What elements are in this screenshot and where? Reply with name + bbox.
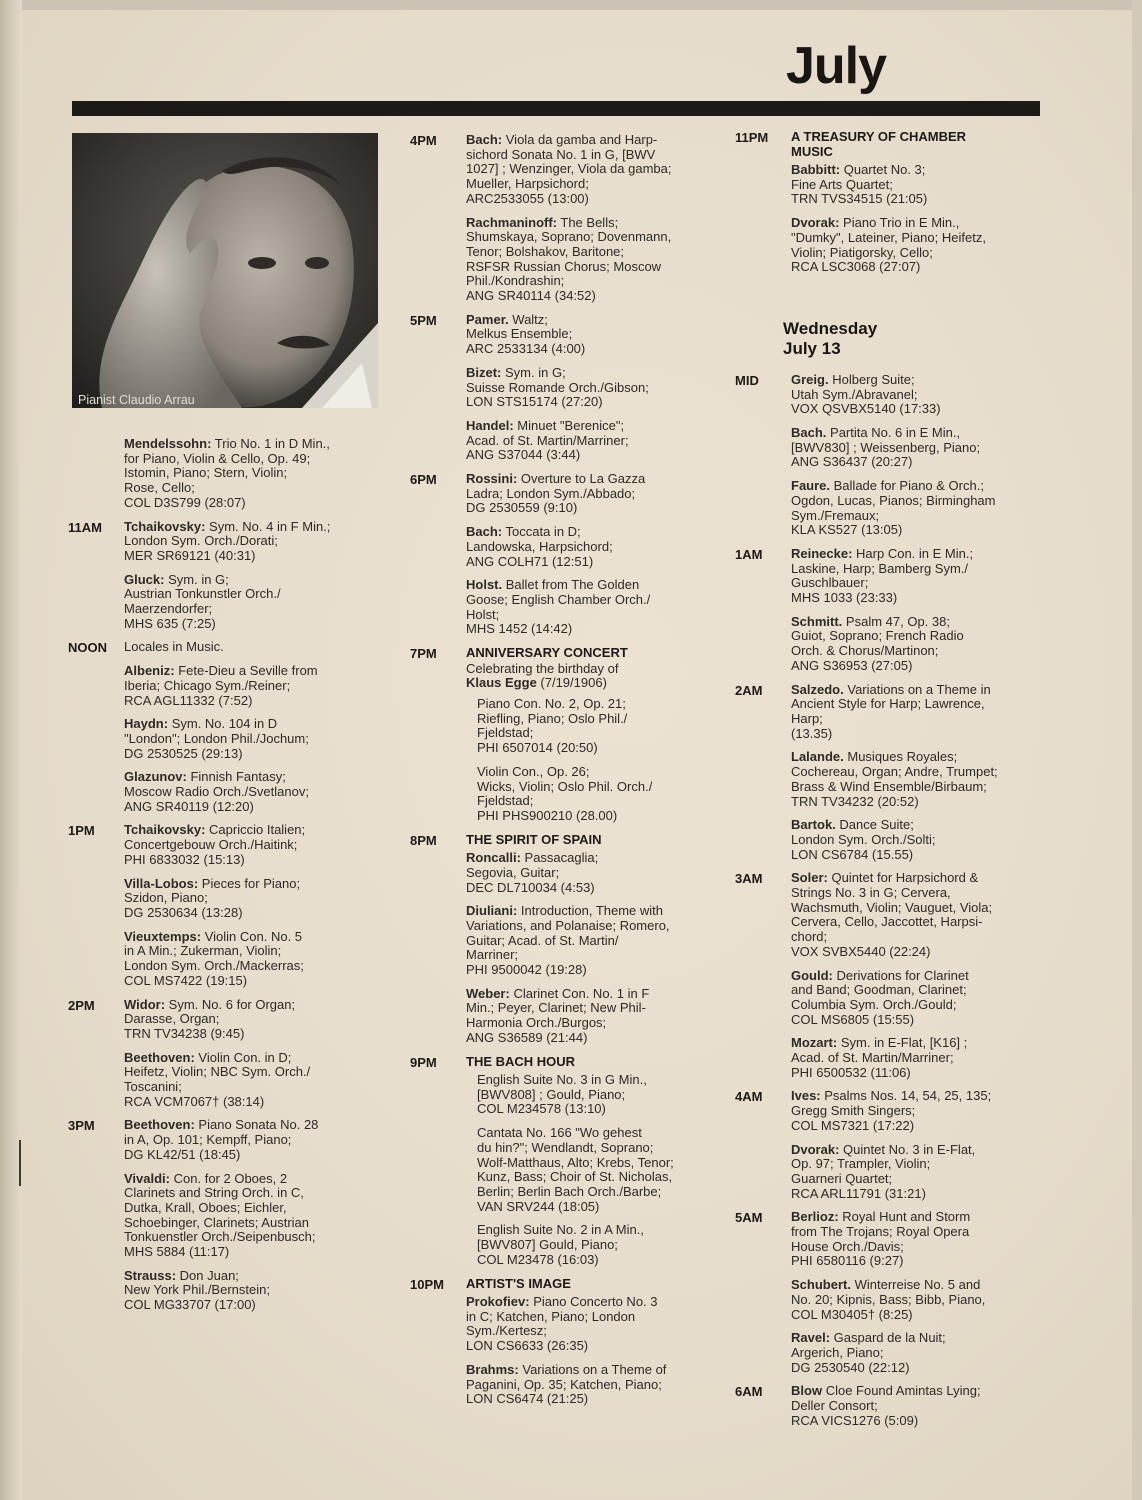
schedule-wednesday bbox=[735, 373, 1030, 1429]
portrait-image bbox=[72, 133, 378, 408]
listing-entry bbox=[466, 1073, 690, 1117]
listing-entry bbox=[466, 851, 690, 895]
listing-text: Finnish Fantasy; Moscow Radio Orch./Svetlanov; ANG SR40119 (12:20) bbox=[124, 769, 309, 814]
program-note bbox=[466, 662, 690, 691]
listing-text: Ballet from The Golden Goose; English Chamber Orch./ Holst; MHS 1452 (14:42) bbox=[466, 577, 651, 637]
time-slot bbox=[735, 373, 1030, 538]
composer-name: Soler: bbox=[791, 870, 828, 886]
composer-name: Rossini: bbox=[466, 471, 518, 487]
listing-text: Partita No. 6 in E Min., [BWV830] ; Weissenberg, Piano; ANG S36437 (20:27) bbox=[791, 425, 981, 470]
listing-text: Don Juan; New York Phil./Bernstein; COL MG33707 (17:00) bbox=[124, 1267, 270, 1313]
time-label: 7PM bbox=[410, 646, 437, 662]
composer-name: Brahms: bbox=[466, 1361, 519, 1377]
listing-text: Sym. in E-Flat, [K16] ; Acad. of St. Martin/Marriner; PHI 6500532 (11:06) bbox=[791, 1035, 968, 1080]
day-weekday: Wednesday bbox=[783, 318, 878, 338]
listing-entry bbox=[791, 216, 1030, 275]
listing-text: English Suite No. 2 in A Min., [BWV807] Gould, Piano; COL M23478 (16:03) bbox=[477, 1222, 644, 1267]
listing-text: Fete-Dieu a Seville from Iberia; Chicago Sym./Reiner; RCA AGL11332 (7:52) bbox=[124, 663, 318, 708]
listing-text: Harp Con. in E Min.; Laskine, Harp; Bamberg Sym./ Guschlbauer; MHS 1033 (23:33) bbox=[791, 545, 974, 606]
listing-text: Quintet No. 3 in E-Flat, Op. 97; Trampler, Violin; Guarneri Quartet; RCA ARL11791 (31:21) bbox=[791, 1141, 976, 1201]
listing-entry bbox=[124, 1172, 368, 1260]
listing-entry bbox=[791, 969, 1030, 1028]
time-label: 9PM bbox=[410, 1054, 437, 1070]
time-label: 11AM bbox=[68, 519, 102, 535]
composer-name: Lalande. bbox=[791, 749, 844, 765]
listing-text: Violin Con., Op. 26; Wicks, Violin; Oslo Phil. Orch./ Fjeldstad; PHI PHS900210 (28.00) bbox=[477, 763, 653, 823]
listing-entry bbox=[466, 987, 690, 1046]
listing-entry bbox=[466, 525, 690, 569]
composer-name: Widor: bbox=[124, 996, 166, 1012]
time-slot bbox=[735, 683, 1030, 863]
listing-entry bbox=[124, 930, 368, 989]
listing-entry bbox=[466, 765, 690, 824]
listing-entry bbox=[791, 1210, 1030, 1269]
program-note-date: (7/19/1906) bbox=[536, 675, 607, 691]
listing-entry bbox=[466, 904, 690, 978]
listing-text: Toccata in D; Landowska, Harpsichord; ANG COLH71 (12:51) bbox=[466, 524, 613, 569]
composer-name: Weber: bbox=[466, 985, 510, 1001]
listing-entry bbox=[124, 573, 368, 632]
composer-name: Blow bbox=[791, 1383, 823, 1399]
page-top-edge bbox=[0, 0, 1142, 10]
listing-entry bbox=[791, 479, 1030, 538]
listing-text: Holberg Suite; Utah Sym./Abravanel; VOX QSVBX5140 (17:33) bbox=[791, 371, 941, 417]
program-title: THE SPIRIT OF SPAIN bbox=[466, 831, 602, 847]
composer-name: Vieuxtemps: bbox=[124, 928, 202, 944]
time-label: 10PM bbox=[410, 1276, 444, 1292]
listing-text: Musiques Royales; Cochereau, Organ; Andre, Trumpet; Brass & Wind Ensemble/Birbaum; TRN TV34232 (20:52) bbox=[791, 749, 998, 809]
listing-text: Quartet No. 3; Fine Arts Quartet; TRN TVS34515 (21:05) bbox=[791, 162, 928, 207]
day-date: July 13 bbox=[783, 338, 841, 358]
composer-name: Bach: bbox=[466, 524, 503, 540]
time-slot bbox=[735, 130, 1030, 275]
listing-entry bbox=[466, 366, 690, 410]
composer-name: Schmitt. bbox=[791, 613, 843, 629]
listing-text: Violin Con. in D; Heifetz, Violin; NBC Sym. Orch./ Toscanini; RCA VCM7067† (38:14) bbox=[124, 1049, 311, 1109]
day-heading bbox=[783, 319, 1030, 359]
time-label: MID bbox=[735, 372, 759, 388]
time-label: NOON bbox=[68, 640, 107, 656]
composer-name: Tchaikovsky: bbox=[124, 822, 206, 838]
listing-entry bbox=[791, 1331, 1030, 1375]
listing-text: Introduction, Theme with Variations, and Polanaise; Romero, Guitar; Acad. of St. Martin/ Marriner; PHI 9500042 (19:28) bbox=[466, 903, 670, 978]
listing-entry bbox=[466, 697, 690, 756]
listing-text: Capriccio Italien; Concertgebouw Orch./Haitink; PHI 6833032 (15:13) bbox=[124, 822, 306, 867]
composer-name: Haydn: bbox=[124, 716, 169, 732]
listing-text: Sym. in G; Suisse Romande Orch./Gibson; LON STS15174 (27:20) bbox=[466, 364, 649, 410]
composer-name: Gould: bbox=[791, 967, 833, 983]
listing-text: Clarinet Con. No. 1 in F Min.; Peyer, Clarinet; New Phil- Harmonia Orch./Burgos; ANG S36589 (21:44) bbox=[466, 985, 650, 1045]
composer-name: Ives: bbox=[791, 1088, 821, 1104]
listing-entry bbox=[124, 640, 368, 655]
schedule-tuesday-late bbox=[735, 130, 1030, 275]
listing-text: Sym. No. 6 for Organ; Darasse, Organ; TRN TV34238 (9:45) bbox=[124, 996, 296, 1041]
time-label: 6PM bbox=[410, 472, 437, 488]
program-title: ARTIST'S IMAGE bbox=[466, 1275, 571, 1291]
listing-entry bbox=[124, 1051, 368, 1110]
listing-text: Derivations for Clarinet and Band; Goodman, Clarinet; Columbia Sym. Orch./Gould; COL MS6805 (15:55) bbox=[791, 967, 969, 1027]
composer-name: Dvorak: bbox=[791, 215, 840, 231]
time-label: 8PM bbox=[410, 832, 437, 848]
listing-entry bbox=[791, 871, 1030, 959]
listing-entry bbox=[791, 615, 1030, 674]
listing-entry bbox=[791, 683, 1030, 742]
composer-name: Glazunov: bbox=[124, 769, 187, 785]
listing-text: Waltz; Melkus Ensemble; ARC 2533134 (4:00) bbox=[466, 311, 586, 357]
composer-name: Faure. bbox=[791, 478, 831, 494]
composer-name: Vivaldi: bbox=[124, 1170, 171, 1186]
listing-text: Piano Sonata No. 28 in A, Op. 101; Kempff, Piano; DG KL42/51 (18:45) bbox=[124, 1117, 319, 1162]
composer-name: Bach: bbox=[466, 132, 503, 147]
composer-name: Schubert. bbox=[791, 1277, 851, 1293]
composer-name: Gluck: bbox=[124, 571, 165, 587]
composer-name: Ravel: bbox=[791, 1330, 831, 1346]
composer-name: Strauss: bbox=[124, 1267, 177, 1283]
time-slot bbox=[410, 133, 690, 304]
program-title: THE BACH HOUR bbox=[466, 1053, 576, 1069]
time-label: 4PM bbox=[410, 133, 437, 148]
listing-text: Cloe Found Amintas Lying; Deller Consort; RCA VICS1276 (5:09) bbox=[791, 1383, 981, 1428]
listing-text: Trio No. 1 in D Min., for Piano, Violin & Cello, Op. 49; Istomin, Piano; Stern, Violin; Rose, Cello; COL D3S799 (28:07) bbox=[124, 436, 330, 510]
time-label: 5AM bbox=[735, 1210, 763, 1226]
listing-entry bbox=[124, 998, 368, 1042]
listing-text: Locales in Music. bbox=[124, 639, 224, 655]
composer-name: Diuliani: bbox=[466, 903, 518, 919]
listing-entry bbox=[791, 163, 1030, 207]
listing-entry bbox=[124, 437, 368, 511]
listing-text: Piano Concerto No. 3 in C; Katchen, Piano; London Sym./Kertesz; LON CS6633 (26:35) bbox=[466, 1294, 658, 1354]
listing-entry bbox=[466, 313, 690, 357]
listing-text: Piano Trio in E Min., "Dumky", Lateiner, Piano; Heifetz, Violin; Piatigorsky, Cello; RCA LSC3068 (27:07) bbox=[791, 215, 986, 275]
time-label: 11PM bbox=[735, 130, 769, 145]
time-slot bbox=[735, 871, 1030, 1080]
listing-text: Psalms Nos. 14, 54, 25, 135; Gregg Smith Singers; COL MS7321 (17:22) bbox=[791, 1088, 992, 1133]
listing-text: English Suite No. 3 in G Min., [BWV808] ; Gould, Piano; COL M234578 (13:10) bbox=[477, 1072, 647, 1117]
listing-entry bbox=[791, 1384, 1030, 1428]
listing-entry bbox=[124, 770, 368, 814]
listing-entry bbox=[124, 520, 368, 564]
time-slot bbox=[68, 640, 368, 814]
listing-text: Sym. in G; Austrian Tonkunstler Orch./ Maerzendorfer; MHS 635 (7:25) bbox=[124, 571, 281, 631]
listing-entry bbox=[124, 664, 368, 708]
composer-name: Bartok. bbox=[791, 817, 836, 833]
listing-entry bbox=[791, 1036, 1030, 1080]
listing-entry bbox=[791, 373, 1030, 417]
listing-entry bbox=[791, 1089, 1030, 1133]
time-slot bbox=[735, 1089, 1030, 1201]
program-note-text: Celebrating the birthday of bbox=[466, 660, 619, 676]
composer-name: Beethoven: bbox=[124, 1117, 195, 1133]
listing-entry bbox=[466, 216, 690, 304]
time-slot bbox=[410, 1277, 690, 1407]
listing-entry bbox=[466, 1126, 690, 1214]
binding-mark bbox=[19, 1140, 21, 1186]
composer-name: Dvorak: bbox=[791, 1141, 840, 1157]
time-label: 2AM bbox=[735, 682, 763, 698]
listing-entry bbox=[124, 1269, 368, 1313]
time-slot bbox=[410, 313, 690, 463]
listing-entry bbox=[791, 426, 1030, 470]
program-title: A TREASURY OF CHAMBER MUSIC bbox=[791, 129, 967, 159]
photo-caption: Pianist Claudio Arrau bbox=[78, 393, 195, 407]
time-slot bbox=[735, 547, 1030, 674]
composer-name: Greig. bbox=[791, 371, 829, 387]
listing-text: The Bells; Shumskaya, Soprano; Dovenmann, Tenor; Bolshakov, Baritone; RSFSR Russian Chorus; Moscow Phil./Kondrashin; ANG SR40114 (34:52) bbox=[466, 214, 672, 304]
listing-text: Variations on a Theme of Paganini, Op. 35; Katchen, Piano; LON CS6474 (21:25) bbox=[466, 1361, 667, 1407]
composer-name: Bizet: bbox=[466, 364, 502, 380]
listing-text: Overture to La Gazza Ladra; London Sym./Abbado; DG 2530559 (9:10) bbox=[466, 471, 646, 516]
listing-entry bbox=[466, 133, 690, 207]
time-slot bbox=[735, 1210, 1030, 1375]
time-slot bbox=[410, 646, 690, 824]
composer-name: Tchaikovsky: bbox=[124, 518, 206, 534]
composer-name: Salzedo. bbox=[791, 681, 844, 697]
listing-text: Passacaglia; Segovia, Guitar; DEC DL710034 (4:53) bbox=[466, 850, 599, 895]
time-slot bbox=[68, 823, 368, 988]
listing-text: Ballade for Piano & Orch.; Ogdon, Lucas, Pianos; Birmingham Sym./Fremaux; KLA KS527 (13:05) bbox=[791, 478, 996, 538]
time-label: 2PM bbox=[68, 997, 95, 1013]
listing-entry bbox=[124, 823, 368, 867]
time-slot bbox=[410, 833, 690, 1046]
listing-text: Cantata No. 166 "Wo gehest du hin?"; Wendlandt, Soprano; Wolf-Matthaus, Alto; Krebs, Tenor; Kunz, Bass; Choir of St. Nicholas, Berlin; Berlin Bach Orch./Barbe; VAN SRV244 (18:05) bbox=[477, 1125, 674, 1214]
composer-name: Babbitt: bbox=[791, 162, 841, 177]
listing-entry bbox=[791, 1143, 1030, 1202]
time-label: 3AM bbox=[735, 871, 763, 887]
listing-entry bbox=[791, 818, 1030, 862]
time-label: 1AM bbox=[735, 546, 763, 562]
composer-name: Holst. bbox=[466, 577, 503, 593]
listing-entry bbox=[791, 750, 1030, 809]
listing-text: Violin Con. No. 5 in A Min.; Zukerman, Violin; London Sym. Orch./Mackerras; COL MS7422 (19:15) bbox=[124, 928, 304, 988]
listing-entry bbox=[124, 1118, 368, 1162]
listing-text: Gaspard de la Nuit; Argerich, Piano; DG 2530540 (22:12) bbox=[791, 1330, 946, 1375]
time-label: 6AM bbox=[735, 1384, 763, 1400]
composer-name: Mozart: bbox=[791, 1035, 838, 1051]
listing-text: Quintet for Harpsichord & Strings No. 3 in G; Cervera, Wachsmuth, Violin; Vauguet, Viola; Cervera, Cello, Jaccottet, Harpsi- chord; VOX SVBX5440 (22:24) bbox=[791, 870, 993, 959]
time-label: 1PM bbox=[68, 823, 95, 839]
composer-name: Reinecke: bbox=[791, 545, 853, 561]
listing-text: Pieces for Piano; Szidon, Piano; DG 2530634 (13:28) bbox=[124, 875, 301, 920]
schedule-column-1 bbox=[68, 437, 368, 1322]
listing-text: Sym. No. 4 in F Min.; London Sym. Orch./Dorati; MER SR69121 (40:31) bbox=[124, 518, 331, 563]
listing-text: Viola da gamba and Harp- sichord Sonata No. 1 in G, [BWV 1027] ; Wenzinger, Viola da gamba; Mueller, Harpsichord; ARC2533055 (13:00) bbox=[466, 132, 672, 206]
listing-entry bbox=[124, 877, 368, 921]
program-note-composer: Klaus Egge bbox=[466, 675, 537, 691]
composer-name: Pamer. bbox=[466, 311, 509, 327]
artist-photo bbox=[72, 133, 378, 408]
composer-name: Rachmaninoff: bbox=[466, 214, 557, 230]
month-heading: July bbox=[786, 37, 887, 95]
listing-text: Con. for 2 Oboes, 2 Clarinets and String Orch. in C, Dutka, Krall, Oboes; Eichler, Schoebinger, Clarinets; Austrian Tonkuenstler Orch./Seipenbusch; MHS 5884 (11:17) bbox=[124, 1170, 316, 1260]
time-slot bbox=[735, 1384, 1030, 1428]
time-slot bbox=[410, 472, 690, 637]
time-slot bbox=[68, 1118, 368, 1312]
listing-text: Winterreise No. 5 and No. 20; Kipnis, Bass; Bibb, Piano, COL M30405† (8:25) bbox=[791, 1277, 986, 1322]
listing-text: Sym. No. 104 in D "London"; London Phil./Jochum; DG 2530525 (29:13) bbox=[124, 716, 309, 761]
listing-entry bbox=[791, 547, 1030, 606]
header-rule bbox=[72, 101, 1040, 116]
listing-text: Piano Con. No. 2, Op. 21; Riefling, Piano; Oslo Phil./ Fjeldstad; PHI 6507014 (20:50) bbox=[477, 696, 628, 756]
time-label: 5PM bbox=[410, 312, 437, 328]
listing-entry bbox=[466, 1295, 690, 1354]
schedule-column-3 bbox=[735, 130, 1030, 1438]
listing-entry bbox=[466, 472, 690, 516]
schedule-column-2 bbox=[410, 133, 690, 1416]
listing-entry bbox=[466, 1363, 690, 1407]
composer-name: Roncalli: bbox=[466, 850, 521, 866]
listing-entry bbox=[466, 1223, 690, 1267]
listing-text: Psalm 47, Op. 38; Guiot, Soprano; French Radio Orch. & Chorus/Martinon; ANG S36953 (27:05) bbox=[791, 613, 964, 673]
composer-name: Villa-Lobos: bbox=[124, 875, 199, 891]
composer-name: Mendelssohn: bbox=[124, 436, 212, 451]
time-label: 3PM bbox=[68, 1118, 95, 1134]
composer-name: Albeniz: bbox=[124, 663, 175, 679]
time-slot bbox=[410, 1055, 690, 1268]
time-slot bbox=[68, 437, 368, 511]
page-binding-edge bbox=[0, 0, 22, 1500]
listing-entry bbox=[466, 578, 690, 637]
listing-text: Variations on a Theme in Ancient Style for Harp; Lawrence, Harp; (13.35) bbox=[791, 681, 991, 741]
time-label: 4AM bbox=[735, 1089, 763, 1105]
listing-entry bbox=[791, 1278, 1030, 1322]
composer-name: Beethoven: bbox=[124, 1049, 195, 1065]
time-slot bbox=[68, 520, 368, 632]
listing-entry bbox=[124, 717, 368, 761]
listing-entry bbox=[466, 419, 690, 463]
listing-text: Minuet "Berenice"; Acad. of St. Martin/Marriner; ANG S37044 (3:44) bbox=[466, 417, 629, 463]
time-slot bbox=[68, 998, 368, 1110]
page-right-edge bbox=[1132, 0, 1142, 1500]
composer-name: Handel: bbox=[466, 417, 514, 433]
program-title: ANNIVERSARY CONCERT bbox=[466, 645, 628, 661]
listing-text: Royal Hunt and Storm from The Trojans; Royal Opera House Orch./Davis; PHI 6580116 (9:27) bbox=[791, 1209, 971, 1269]
composer-name: Prokofiev: bbox=[466, 1294, 530, 1309]
listing-text: Dance Suite; London Sym. Orch./Solti; LON CS6784 (15.55) bbox=[791, 817, 936, 862]
composer-name: Berlioz: bbox=[791, 1209, 839, 1225]
composer-name: Bach. bbox=[791, 425, 827, 441]
